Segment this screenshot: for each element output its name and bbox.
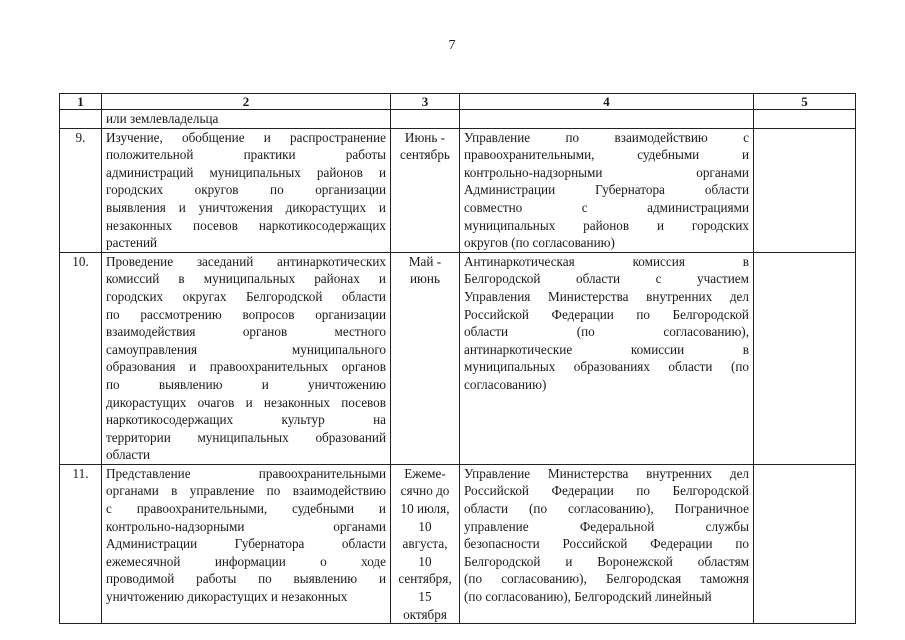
term-text-line: сентябрь	[400, 147, 450, 163]
term-text	[391, 464, 460, 623]
executor-text-line: Управления Министерства внутренних дел	[464, 288, 749, 304]
action-text-line: или землевладельца	[106, 111, 219, 126]
action-text-line: дикорастущих очагов и незаконных посевов	[106, 394, 386, 410]
action-text-line: администраций муниципальных районов и	[106, 164, 386, 180]
header-col-2: 2	[102, 94, 391, 110]
executor-text	[460, 110, 754, 129]
executor-text-line: совместно с администрациями	[464, 199, 749, 215]
action-text-line: по выявлению и уничтожению	[106, 376, 386, 392]
executor-text-line: безопасности Российской Федерации по	[464, 536, 749, 552]
executor-text-line: округов (по согласованию)	[464, 235, 615, 251]
action-text-line: незаконных посевов наркотикосодержащих	[106, 217, 386, 233]
header-col-1: 1	[60, 94, 102, 110]
executor-text-line: (по согласованию), Белгородская таможня	[464, 571, 749, 587]
executor-text-line: области (по согласованию), Пограничное	[464, 501, 749, 517]
executor-text-line: (по согласованию), Белгородский линейный	[464, 589, 712, 605]
action-text-line: органами в управление по взаимодействию	[106, 483, 386, 499]
executor-text-line: области (по согласованию),	[464, 324, 749, 340]
action-text-line: положительной практики работы	[106, 147, 386, 163]
action-text-line: городских округов по организации	[106, 182, 386, 198]
action-text-line: по рассмотрению вопросов организации	[106, 306, 386, 322]
executor-text-line: управление Федеральной службы	[464, 518, 749, 534]
header-col-3: 3	[391, 94, 460, 110]
action-text-line: комиссий в муниципальных районах и	[106, 271, 386, 287]
action-text-line: растений	[106, 235, 158, 251]
term-text-line: Ежеме-	[404, 465, 446, 481]
action-text-line: наркотикосодержащих культур на	[106, 412, 386, 428]
executor-text-line: муниципальных образованиях области (по	[464, 359, 749, 375]
action-text-line: области	[106, 447, 151, 463]
action-text-line: проводимой работы по выявлению и	[106, 571, 386, 587]
table-row	[60, 252, 856, 464]
item-number: 10.	[60, 252, 102, 464]
executor-text	[460, 128, 754, 252]
term-text	[391, 252, 460, 464]
action-text-line: взаимодействия органов местного	[106, 324, 386, 340]
action-text-line: территории муниципальных образований	[106, 429, 386, 445]
executor-text-line: Белгородской области с участием	[464, 271, 749, 287]
executor-text-line: Управление по взаимодействию с	[464, 129, 749, 145]
executor-text-line: согласованию)	[464, 376, 547, 392]
term-text-line: сячно до	[400, 483, 450, 499]
action-text	[102, 464, 391, 623]
action-text-line: Представление правоохранительными	[106, 465, 386, 481]
executor-text	[460, 252, 754, 464]
action-text-line: городских округах Белгородской области	[106, 288, 386, 304]
page-number: 7	[448, 38, 457, 53]
action-text	[102, 110, 391, 129]
header-col-4: 4	[460, 94, 754, 110]
header-row	[60, 94, 856, 110]
action-text-line: Администрации Губернатора области	[106, 536, 386, 552]
term-text-line: 10 июля,	[400, 501, 450, 517]
term-text-line: Май -	[408, 253, 442, 269]
action-text	[102, 128, 391, 252]
action-text-line: Проведение заседаний антинаркотических	[106, 253, 386, 269]
executor-text-line: Белгородской и Воронежской областям	[464, 553, 749, 569]
executor-text-line: Администрации Губернатора области	[464, 182, 749, 198]
term-text-line: 10	[418, 553, 432, 569]
table-row	[60, 128, 856, 252]
term-text	[391, 128, 460, 252]
action-text-line: Изучение, обобщение и распространение	[106, 129, 386, 145]
header-col-5: 5	[754, 94, 856, 110]
table-row	[60, 110, 856, 129]
executor-text-line: контрольно-надзорными органами	[464, 164, 749, 180]
executor-text-line: антинаркотические комиссии в	[464, 341, 749, 357]
item-number	[60, 110, 102, 129]
action-text-line: уничтожению дикорастущих и незаконных	[106, 589, 348, 605]
action-text-line: выявления и уничтожения дикорастущих и	[106, 199, 386, 215]
action-text-line: с правоохранительными, судебными и	[106, 501, 386, 517]
term-text-line: сентября,	[398, 571, 452, 587]
term-text-line: июнь	[410, 271, 440, 287]
table-body	[60, 110, 856, 624]
action-text-line: образования и правоохранительных органов	[106, 359, 386, 375]
note-cell	[754, 110, 856, 129]
executor-text-line: Управление Министерства внутренних дел	[464, 465, 749, 481]
table-row	[60, 464, 856, 623]
action-text	[102, 252, 391, 464]
term-text-line: 10 августа,	[402, 518, 448, 552]
action-text-line: ежемесячной информации о ходе	[106, 553, 386, 569]
note-cell	[754, 128, 856, 252]
executor-text-line: муниципальных районов и городских	[464, 217, 749, 233]
executor-text	[460, 464, 754, 623]
item-number: 11.	[60, 464, 102, 623]
note-cell	[754, 252, 856, 464]
note-cell	[754, 464, 856, 623]
item-number: 9.	[60, 128, 102, 252]
executor-text-line: Российской Федерации по Белгородской	[464, 483, 749, 499]
executor-text-line: Российской Федерации по Белгородской	[464, 306, 749, 322]
action-text-line: самоуправления муниципального	[106, 341, 386, 357]
plan-table	[59, 93, 856, 624]
executor-text-line: Антинаркотическая комиссия в	[464, 253, 749, 269]
term-text	[391, 110, 460, 129]
term-text-line: 15 октября	[403, 589, 447, 622]
term-text-line: Июнь -	[404, 129, 446, 145]
executor-text-line: правоохранительными, судебными и	[464, 147, 749, 163]
action-text-line: контрольно-надзорными органами	[106, 518, 386, 534]
